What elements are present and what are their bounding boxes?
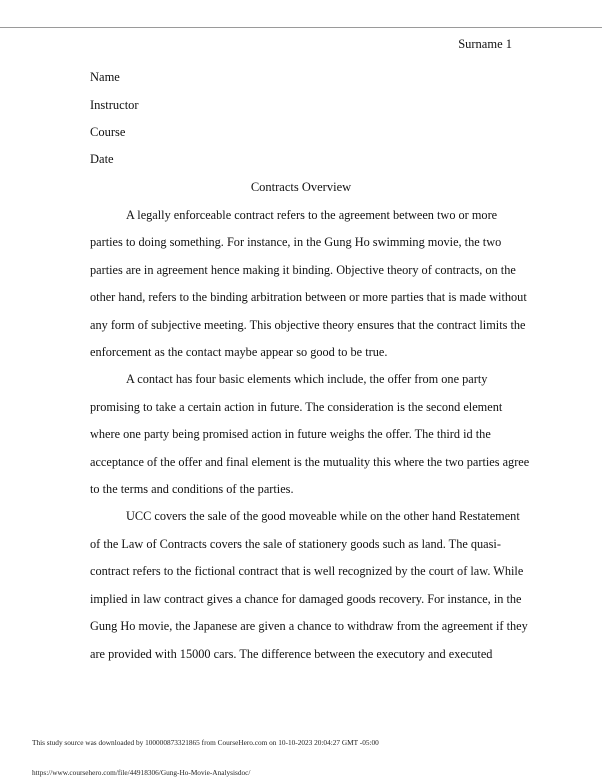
paragraph-line: Gung Ho movie, the Japanese are given a chance to withdraw from the agreement if they [90, 619, 528, 634]
meta-name: Name [90, 70, 120, 84]
paragraph-line: A contact has four basic elements which include, the offer from one party [126, 372, 488, 387]
document-body [90, 202, 530, 668]
meta-date: Date [90, 152, 114, 166]
paragraph-line: A legally enforceable contract refers to the agreement between two or more [126, 208, 498, 222]
paragraph [90, 503, 528, 667]
footer-url-link[interactable]: https://www.coursehero.com/file/44918306/Gung-Ho-Movie-Analysisdoc/ [32, 768, 251, 777]
document-title: Contracts Overview [250, 180, 352, 194]
paragraph-line: other hand, refers to the binding arbitration between or more parties that is made without [90, 290, 527, 305]
page-header-surname: Surname 1 [458, 37, 512, 51]
meta-instructor: Instructor [90, 98, 139, 112]
meta-course: Course [90, 125, 126, 139]
paragraph-line: acceptance of the offer and final element is the mutuality this where the two parties agree [90, 454, 530, 469]
paragraph-line: contract refers to the fictional contract that is well recognized by the court of law. While [90, 564, 524, 579]
paragraph [90, 202, 527, 366]
paragraph-line: promising to take a certain action in future. The consideration is the second element [90, 399, 503, 414]
paragraph-line: parties are in agreement hence making it binding. Objective theory of contracts, on the [90, 262, 516, 277]
paragraph-line: UCC covers the sale of the good moveable while on the other hand Restatement [126, 509, 520, 524]
paragraph-line: any form of subjective meeting. This objective theory ensures that the contract limits the [90, 317, 526, 332]
paragraph-line: enforcement as the contact maybe appear so good to be true. [90, 345, 388, 360]
paragraph-line: to the terms and conditions of the parties. [90, 482, 294, 497]
header-rule [0, 27, 602, 28]
paragraph-line: are provided with 15000 cars. The difference between the executory and executed [90, 646, 493, 661]
paragraph [90, 366, 530, 503]
paragraph-line: of the Law of Contracts covers the sale of stationery goods such as land. The quasi- [90, 536, 501, 551]
footer-source-notice: This study source was downloaded by 100000873321865 from CourseHero.com on 10-10-2023 20:04:27 GMT -05:00 [32, 738, 379, 747]
paragraph-line: where one party being promised action in future weighs the offer. The third id the [90, 427, 491, 442]
paragraph-line: implied in law contract gives a chance for damaged goods recovery. For instance, in the [90, 591, 522, 606]
paragraph-line: parties to doing something. For instance, in the Gung Ho swimming movie, the two [90, 235, 502, 250]
